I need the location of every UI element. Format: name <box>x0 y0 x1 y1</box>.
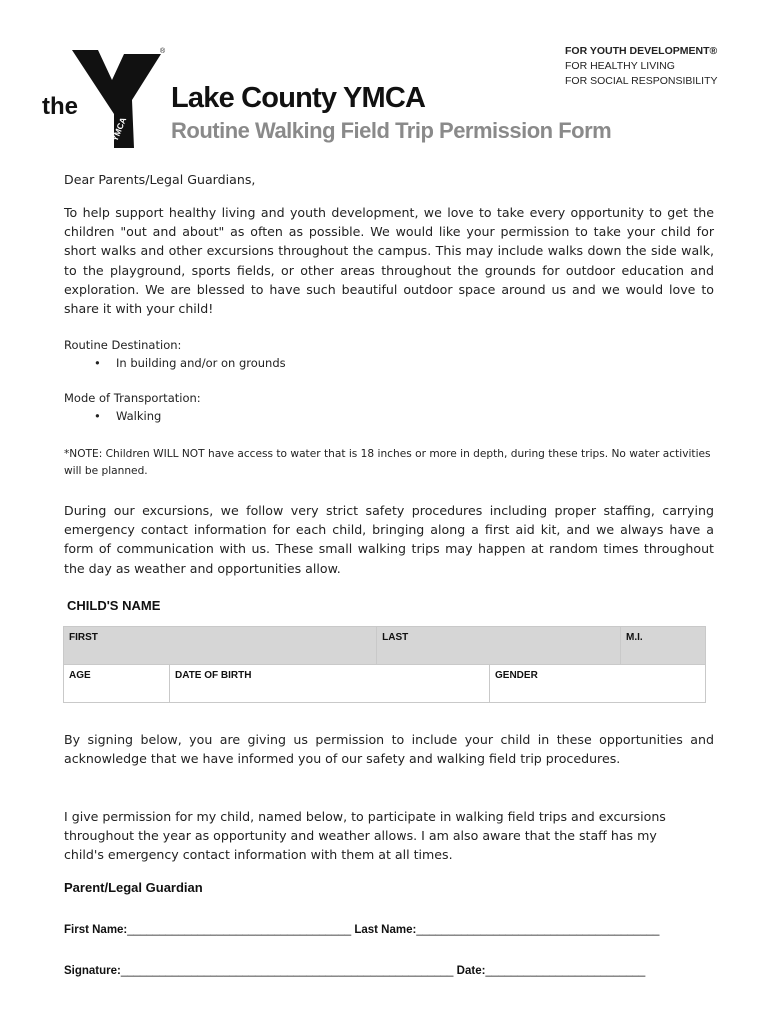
child-details-row <box>64 665 706 703</box>
form-title: Routine Walking Field Trip Permission Form <box>171 118 612 143</box>
age-label: AGE <box>69 670 91 681</box>
middle-initial-label: M.I. <box>626 632 643 643</box>
guardian-name-line <box>64 924 659 936</box>
guardian-heading: Parent/Legal Guardian <box>64 880 203 895</box>
last-name-line-label: Last Name: <box>354 924 417 936</box>
age-field[interactable] <box>64 665 170 703</box>
child-name-heading: CHILD'S NAME <box>67 598 161 613</box>
logo-ymca-text: YMCA <box>109 115 129 143</box>
safety-paragraph: During our excursions, we follow very strict safety procedures including proper staffing, carrying emergency contact information for each child, bringing along a first aid kit, and we always have a form of communication with us. These small walking trips may happen at random times throughout the day as weather and opportunities allow. <box>64 503 714 576</box>
intro-paragraph: To help support healthy living and youth development, we love to take every opportunity to get the children "out and about" as often as possible. We would like your permission to take your child for short walks and other excursions throughout the campus. This may include walks down the side walk, to the playground, sports fields, or other areas throughout the grounds for outdoor education and exploration. We are blessed to have such beautiful outdoor space around us and we would love to share it with your child! <box>64 205 714 317</box>
destination-item-text: In building and/or on grounds <box>116 356 286 370</box>
consent-paragraph: By signing below, you are giving us permission to include your child in these opportunities and acknowledge that we have informed you of our safety and walking field trip procedures. <box>64 732 714 767</box>
first-name-line-input[interactable]: ___________________________________ <box>127 924 352 936</box>
destination-item <box>100 356 286 370</box>
gender-field[interactable] <box>490 665 706 703</box>
tagline-line-1: FOR YOUTH DEVELOPMENT® <box>565 45 718 57</box>
logo-registered-mark: ® <box>160 48 166 55</box>
signature-input[interactable]: ____________________________________________________ <box>120 965 454 977</box>
last-name-field[interactable] <box>377 627 621 665</box>
middle-initial-field[interactable] <box>621 627 706 665</box>
guardian-signature-line <box>64 965 645 977</box>
date-of-birth-field[interactable] <box>170 665 490 703</box>
last-name-label: LAST <box>382 632 409 643</box>
tagline-line-2: FOR HEALTHY LIVING <box>565 60 675 72</box>
org-title: Lake County YMCA <box>171 82 426 114</box>
tagline-line-3: FOR SOCIAL RESPONSIBILITY <box>565 75 718 87</box>
permission-paragraph: I give permission for my child, named below, to participate in walking field trips and excursions throughout the year as opportunity and weather allows. I am also aware that the staff has my child's emergency contact information with them at all times. <box>64 809 666 863</box>
logo-the-text: the <box>42 93 78 120</box>
transport-item-text: Walking <box>116 409 162 423</box>
gender-label: GENDER <box>495 670 538 681</box>
ymca-logo <box>40 44 170 154</box>
child-name-row <box>64 627 706 665</box>
child-info-table <box>63 626 706 703</box>
transport-label: Mode of Transportation: <box>64 391 201 405</box>
water-note: *NOTE: Children WILL NOT have access to water that is 18 inches or more in depth, during these trips. No water activities will be planned. <box>64 448 711 477</box>
first-name-field[interactable] <box>64 627 377 665</box>
date-input[interactable]: _________________________ <box>485 965 646 977</box>
date-label: Date: <box>456 965 486 977</box>
last-name-line-input[interactable]: ______________________________________ <box>416 924 660 936</box>
ymca-tagline <box>565 44 717 89</box>
transport-item <box>100 409 161 423</box>
first-name-line-label: First Name: <box>64 924 128 936</box>
date-of-birth-label: DATE OF BIRTH <box>175 670 252 681</box>
first-name-label: FIRST <box>69 632 98 643</box>
destination-label: Routine Destination: <box>64 338 182 352</box>
greeting: Dear Parents/Legal Guardians, <box>64 172 256 187</box>
signature-label: Signature: <box>64 965 121 977</box>
